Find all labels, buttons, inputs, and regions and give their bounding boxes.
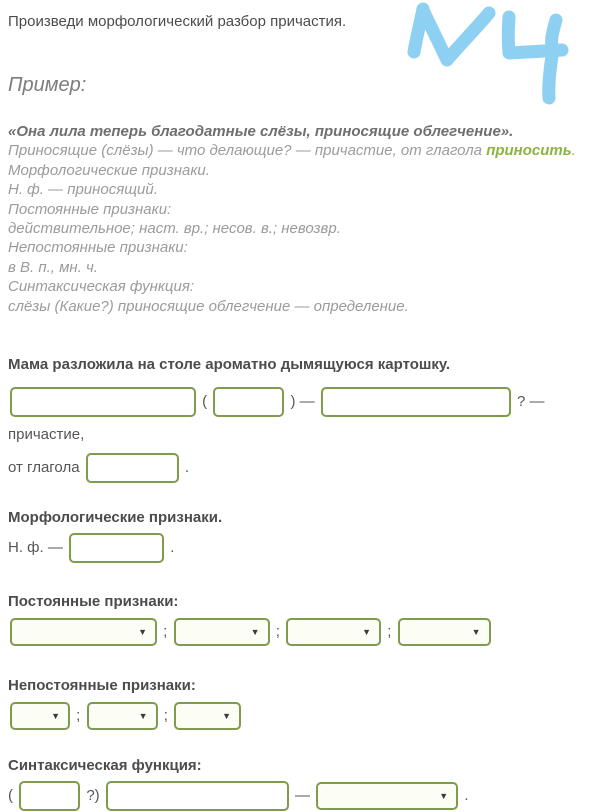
- close-paren-dash: ) —: [290, 393, 315, 411]
- example-nonconstant-heading: Непостоянные признаки:: [8, 239, 188, 257]
- example-initial-form: Н. ф. — приносящий.: [8, 181, 158, 199]
- chevron-down-icon: ▼: [138, 626, 147, 637]
- syntax-function-heading: Синтаксическая функция:: [8, 757, 202, 775]
- example-sentence: «Она лила теперь благодатные слёзы, приносящие облегчение».: [8, 123, 514, 140]
- syntax-role-select[interactable]: [316, 782, 458, 810]
- syntax-open-paren: (: [8, 787, 13, 805]
- example-syntax-heading: Синтаксическая функция:: [8, 278, 195, 296]
- question-input[interactable]: [321, 387, 511, 417]
- constant-features-heading: Постоянные признаки:: [8, 593, 179, 611]
- semicolon: ;: [275, 623, 280, 641]
- syntax-function-row: [8, 779, 612, 812]
- semicolon: ;: [387, 623, 392, 641]
- chevron-down-icon: ▼: [471, 626, 481, 637]
- period: .: [464, 787, 469, 805]
- open-paren: (: [202, 393, 208, 411]
- verb-input[interactable]: [86, 453, 179, 483]
- example-block: [8, 122, 612, 316]
- constant-feature-select-2[interactable]: [174, 618, 270, 646]
- semicolon: ;: [163, 623, 168, 641]
- example-morph-heading: Морфологические признаки.: [8, 161, 210, 179]
- example-syntax-value: слёзы (Какие?) приносящие облегчение — определение.: [8, 297, 409, 315]
- period: .: [184, 459, 190, 477]
- nonconstant-features-row: [8, 699, 612, 732]
- chevron-down-icon: ▼: [222, 710, 232, 721]
- initial-form-input[interactable]: [69, 533, 164, 563]
- period: .: [170, 539, 175, 557]
- nonconstant-features-heading: Непостоянные признаки:: [8, 677, 196, 695]
- chevron-down-icon: ▼: [362, 626, 372, 637]
- constant-feature-select-1[interactable]: [10, 618, 157, 646]
- chevron-down-icon: ▼: [51, 710, 60, 721]
- nonconstant-feature-select-1[interactable]: [10, 702, 70, 730]
- example-nonconstant-values: в В. п., мн. ч.: [8, 258, 98, 276]
- page-title: Произведи морфологический разбор причастия.: [8, 13, 347, 30]
- nonconstant-feature-select-3[interactable]: [174, 702, 241, 730]
- analysis-row-1: [8, 385, 612, 451]
- example-constant-values: действительное; наст. вр.; несов. в.; невозвр.: [8, 220, 341, 238]
- syntax-question-input[interactable]: [19, 781, 80, 811]
- semicolon: ;: [76, 707, 81, 725]
- chevron-down-icon: ▼: [439, 790, 449, 801]
- participle-input[interactable]: [10, 387, 196, 417]
- syntax-question-close: ?): [86, 787, 100, 805]
- example-verb-highlight: приносить: [486, 142, 572, 160]
- semicolon: ;: [163, 707, 168, 725]
- example-constant-heading: Постоянные признаки:: [8, 200, 172, 218]
- initial-form-row: [8, 531, 612, 564]
- syntax-phrase-input[interactable]: [106, 781, 289, 811]
- defined-word-input[interactable]: [213, 387, 284, 417]
- constant-features-row: [8, 615, 612, 648]
- after-question-text: ? — причастие,: [8, 393, 545, 444]
- example-analysis-line: Приносящие (слёзы) — что делающие? — причастие, от глагола приносить.: [8, 142, 576, 160]
- analysis-row-2: [8, 451, 612, 484]
- dash: —: [295, 787, 311, 805]
- morph-features-heading: Морфологические признаки.: [8, 509, 223, 527]
- chevron-down-icon: ▼: [138, 710, 148, 721]
- from-verb-label: от глагола: [8, 459, 80, 477]
- chevron-down-icon: ▼: [250, 626, 260, 637]
- nonconstant-feature-select-2[interactable]: [87, 702, 158, 730]
- nf-label: Н. ф. —: [8, 539, 63, 557]
- example-heading: Пример:: [8, 74, 87, 96]
- constant-feature-select-3[interactable]: [286, 618, 381, 646]
- constant-feature-select-4[interactable]: [398, 618, 491, 646]
- task-sentence: Мама разложила на столе ароматно дымящуюся картошку.: [8, 356, 451, 374]
